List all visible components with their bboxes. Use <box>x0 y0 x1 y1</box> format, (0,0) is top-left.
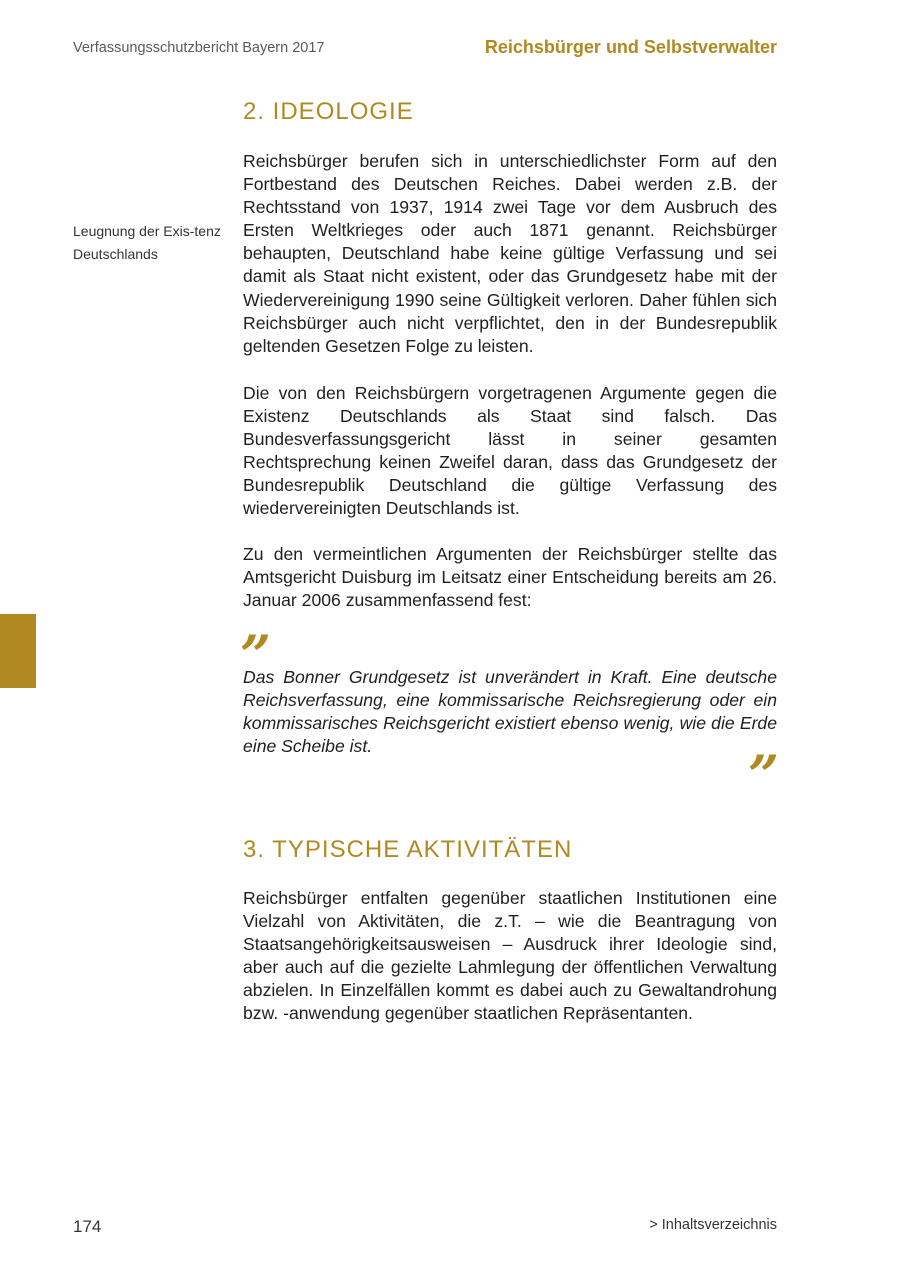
chapter-side-tab <box>0 614 36 688</box>
page-number: 174 <box>73 1217 102 1236</box>
paragraph-3: Zu den vermeintlichen Argumenten der Reichsbürger stellte das Amtsgericht Duisburg im Leitsatz einer Entscheidung bereits am 26. Januar 2006 zusammenfassend fest: <box>243 544 777 611</box>
quote-close-mark: ” <box>748 743 780 807</box>
toc-link[interactable]: > Inhaltsverzeichnis <box>649 1217 777 1233</box>
paragraph-4: Reichsbürger entfalten gegenüber staatlichen Institutionen eine Vielzahl von Aktivitäten, die z.T. – wie die Beantragung von Staatsangehörigkeitsausweisen – Ausdruck ihrer Ideologie sind, aber auch auf die gezielte Lahmlegung der öffentlichen Verwaltung abzielen. In Einzelfällen kommt es dabei auch zu Gewaltandrohung bzw. -anwendung gegenüber staatlichen Repräsentanten. <box>243 888 777 1024</box>
quote-open-mark: ” <box>240 623 272 687</box>
paragraph-2: Die von den Reichsbürgern vorgetragenen Argumente gegen die Existenz Deutschlands als Staat sind falsch. Das Bundesverfassungsgericht lässt in seiner gesamten Rechtsprechung keinen Zweifel daran, dass das Grundgesetz der Bundesrepublik Deutschland die gültige Verfassung des wiedervereinigten Deutschlands ist. <box>243 383 777 519</box>
running-header-title: Verfassungsschutzbericht Bayern 2017 <box>73 40 325 56</box>
section-heading-ideologie: 2. IDEOLOGIE <box>243 98 414 125</box>
section-heading-aktivitaeten: 3. TYPISCHE AKTIVITÄTEN <box>243 836 573 863</box>
court-quote: Das Bonner Grundgesetz ist unverändert in Kraft. Eine deutsche Reichsverfassung, eine kommissarische Reichsregierung oder ein kommissarisches Reichsgericht existiert ebenso wenig, wie die Erde eine Scheibe ist. <box>243 667 777 757</box>
chapter-title: Reichsbürger und Selbstverwalter <box>484 37 777 57</box>
paragraph-1: Reichsbürger berufen sich in unterschiedlichster Form auf den Fortbestand des Deutschen Reiches. Dabei werden z.B. der Rechtsstand von 1937, 1914 zwei Tage vor dem Ausbruch des Ersten Weltkrieges oder auch 1871 genannt. Reichsbürger behaupten, Deutschland habe keine gültige Verfassung und sei damit als Staat nicht existent, oder das Grundgesetz habe mit der Wiedervereinigung 1990 seine Gültigkeit verloren. Daher fühlen sich Reichsbürger auch nicht verpflichtet, den in der Bundesrepublik geltenden Gesetzen Folge zu leisten. <box>243 151 777 356</box>
margin-note: Leugnung der Exis-tenz Deutschlands <box>73 223 221 262</box>
